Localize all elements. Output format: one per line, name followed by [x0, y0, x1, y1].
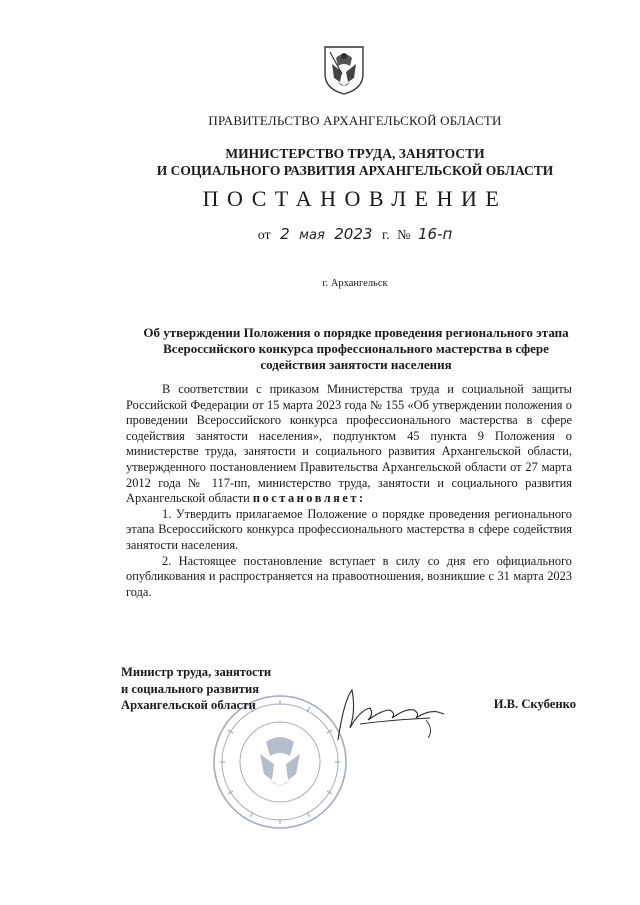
ministry-line-1: МИНИСТЕРСТВО ТРУДА, ЗАНЯТОСТИ: [225, 146, 485, 161]
number-sign: №: [397, 228, 411, 243]
ministry-name: [120, 145, 590, 179]
subject-line-1: Об утверждении Положения о порядке проведения регионального этапа: [143, 325, 569, 340]
city-name: г. Архангельск: [322, 278, 388, 289]
date-year: 2023: [334, 225, 373, 243]
document-type-title: ПОСТАНОВЛЕНИЕ: [202, 186, 508, 211]
date-month: мая: [299, 228, 325, 243]
ministry-line-2: И СОЦИАЛЬНОГО РАЗВИТИЯ АРХАНГЕЛЬСКОЙ ОБЛАСТИ: [156, 163, 554, 178]
date-year-suffix: г.: [381, 228, 390, 243]
item-2-paragraph: 2. Настоящее постановление вступает в силу со дня его официального опубликования и распространяется на правоотношения, возникшие с 31 марта 2023 года.: [126, 553, 572, 599]
subject-line-3: содействия занятости населения: [260, 357, 452, 372]
date-prefix: от: [257, 228, 271, 243]
signer-name: И.В. Скубенко: [493, 697, 576, 711]
decrees-word: постановляет:: [252, 491, 366, 506]
signer-title: [121, 664, 341, 714]
document-number: 16-п: [417, 225, 453, 243]
preamble-paragraph: [126, 382, 572, 507]
government-name: ПРАВИТЕЛЬСТВО АРХАНГЕЛЬСКОЙ ОБЛАСТИ: [208, 113, 502, 128]
document-body: [126, 382, 572, 600]
handwritten-signature-icon: [330, 680, 450, 750]
signer-title-line-1: Министр труда, занятости: [121, 665, 272, 679]
signer-title-line-3: Архангельской области: [121, 698, 256, 712]
document-subject: [118, 325, 594, 373]
preamble-text: В соответствии с приказом Министерства труда и социальной защиты Российской Федерации от 15 марта 2023 года № 155 «Об утверждении положения о проведении Всероссийского конкурса профессионального мастерства в сфере содействия занятости населения», подпунктом 45 пункта 9 Положения о министерстве труда, занятости и социального развития Архангельской области, утвержденного постановлением Правительства Архангельской области от 27 марта 2012 года № 117-пп, министерство труда, занятости и социального развития Архангельской области: [126, 382, 572, 506]
signer-title-line-2: и социального развития: [121, 681, 260, 696]
document-date-line: [120, 225, 590, 244]
date-day: 2: [280, 225, 290, 243]
item-1-paragraph: 1. Утвердить прилагаемое Положение о порядке проведения регионального этапа Всероссийского конкурса профессионального мастерства в сфере содействия занятости населения.: [126, 506, 572, 552]
coat-of-arms-icon: [322, 44, 366, 96]
subject-line-2: Всероссийского конкурса профессионального мастерства в сфере: [163, 341, 549, 356]
